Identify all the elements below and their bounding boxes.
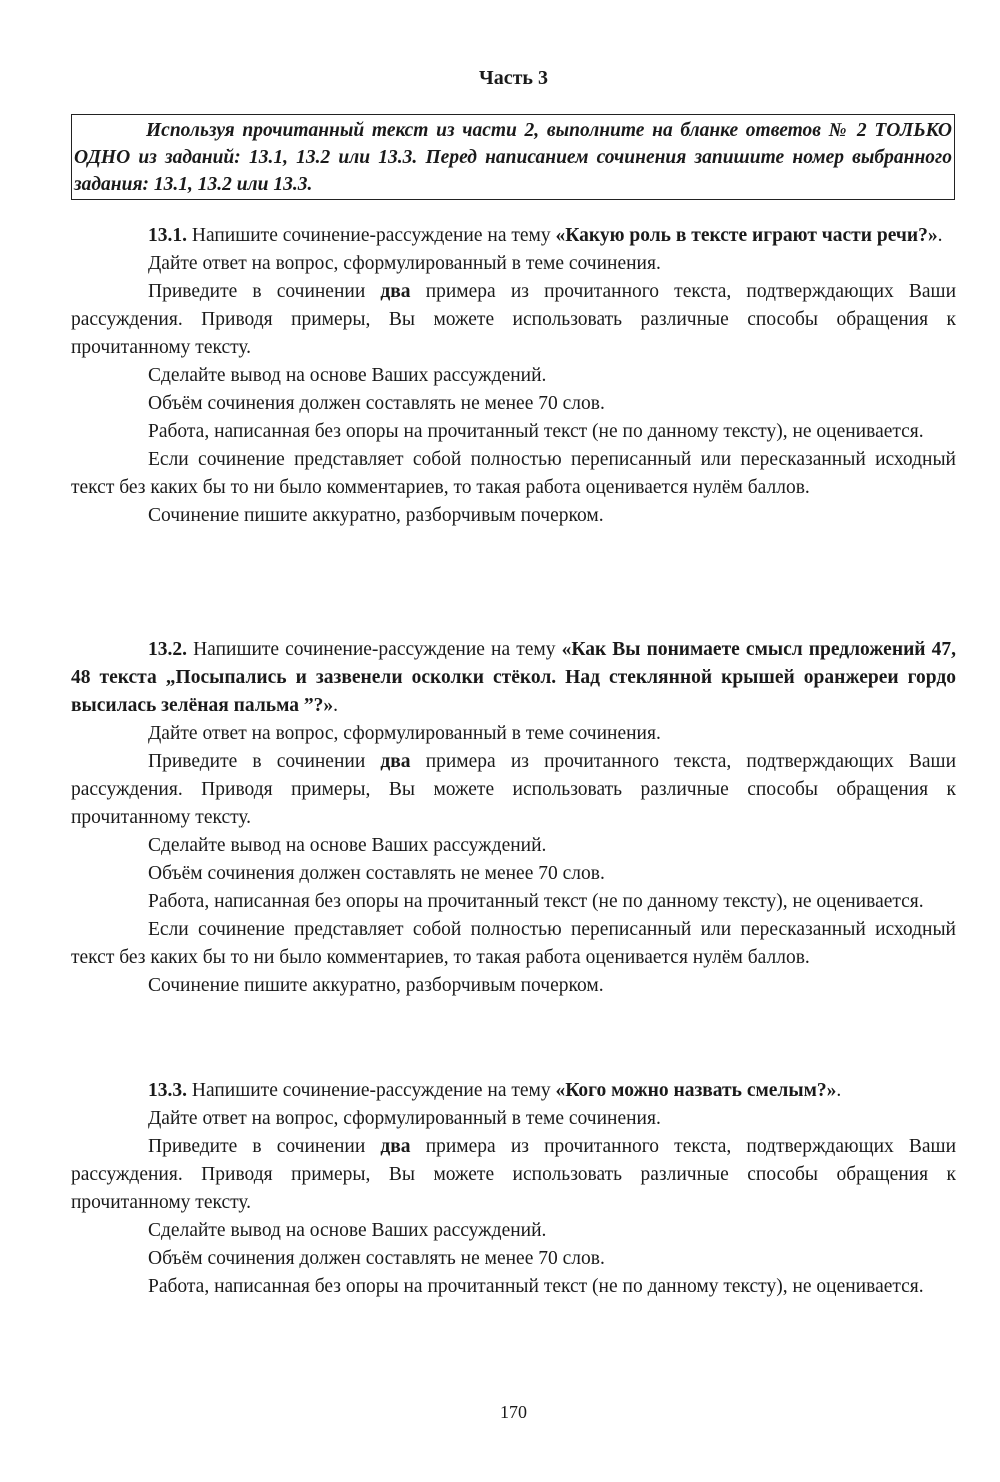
answer-line: Дайте ответ на вопрос, сформулированный в теме сочинения.: [148, 1108, 661, 1129]
answer-line: Дайте ответ на вопрос, сформулированный в теме сочинения.: [148, 253, 661, 274]
examples-line: [71, 748, 956, 832]
task-intro: Напишите сочинение-рассуждение на тему: [191, 225, 551, 246]
page-number: 170: [500, 1402, 527, 1422]
conclusion-line: Сделайте вывод на основе Ваших рассуждений.: [148, 835, 547, 856]
task-topic: «Какую роль в тексте играют части речи?»: [555, 225, 938, 246]
volume-line: Объём сочинения должен составлять не менее 70 слов.: [148, 1248, 605, 1269]
task-heading: [71, 636, 956, 720]
examples-pre: Приведите в сочинении: [148, 751, 366, 772]
no-support-line: Работа, написанная без опоры на прочитанный текст (не по данному тексту), не оценивается.: [148, 891, 924, 912]
examples-post: примера из прочитанного текста, подтверждающих Ваши рассуждения. Приводя примеры, Вы можете использовать различные способы обращения к прочитанному тексту.: [71, 751, 957, 828]
task-number: 13.2.: [148, 639, 187, 660]
task-13-3: [71, 1077, 956, 1301]
instruction-text: Используя прочитанный текст из части 2, выполните на бланке ответов № 2 ТОЛЬКО ОДНО из заданий: 13.1, 13.2 или 13.3. Перед написанием сочинения запишите номер выбранного задания: 13.1, 13.2 или 13.3.: [74, 120, 952, 195]
no-support-line: Работа, написанная без опоры на прочитанный текст (не по данному тексту), не оценивается.: [148, 421, 924, 442]
conclusion-line: Сделайте вывод на основе Ваших рассуждений.: [148, 1220, 547, 1241]
examples-line: [71, 278, 956, 362]
examples-post: примера из прочитанного текста, подтверждающих Ваши рассуждения. Приводя примеры, Вы можете использовать различные способы обращения к прочитанному тексту.: [71, 281, 957, 358]
examples-count: два: [380, 281, 411, 302]
task-number: 13.1.: [148, 225, 187, 246]
task-13-1: [71, 222, 956, 530]
task-number: 13.3.: [148, 1080, 187, 1101]
neat-line: Сочинение пишите аккуратно, разборчивым почерком.: [148, 505, 604, 526]
conclusion-line: Сделайте вывод на основе Ваших рассуждений.: [148, 365, 547, 386]
task-13-2: [71, 636, 956, 1000]
task-heading: [71, 1077, 956, 1105]
task-intro: Напишите сочинение-рассуждение на тему: [191, 1080, 551, 1101]
task-topic: «Кого можно назвать смелым?»: [555, 1080, 837, 1101]
examples-post: примера из прочитанного текста, подтверждающих Ваши рассуждения. Приводя примеры, Вы можете использовать различные способы обращения к прочитанному тексту.: [71, 1136, 957, 1213]
examples-pre: Приведите в сочинении: [148, 1136, 366, 1157]
examples-count: два: [380, 751, 411, 772]
examples-pre: Приведите в сочинении: [148, 281, 366, 302]
neat-line: Сочинение пишите аккуратно, разборчивым почерком.: [148, 975, 604, 996]
part-title: Часть 3: [479, 67, 548, 89]
answer-line: Дайте ответ на вопрос, сформулированный в теме сочинения.: [148, 723, 661, 744]
task-topic-end: .: [937, 225, 943, 246]
task-topic: «Как Вы понимаете смысл предложений 47, 48 текста „Посыпались и зазвенели осколки стёкол. Над стеклянной крышей оранжереи гордо высилась зелёная пальма ”?»: [71, 639, 957, 716]
volume-line: Объём сочинения должен составлять не менее 70 слов.: [148, 393, 605, 414]
examples-count: два: [380, 1136, 411, 1157]
rewrite-line: Если сочинение представляет собой полностью переписанный или пересказанный исходный текст без каких бы то ни было комментариев, то такая работа оценивается нулём баллов.: [71, 919, 956, 968]
examples-line: [71, 1133, 956, 1217]
task-heading: [71, 222, 956, 250]
rewrite-line: Если сочинение представляет собой полностью переписанный или пересказанный исходный текст без каких бы то ни было комментариев, то такая работа оценивается нулём баллов.: [71, 449, 956, 498]
task-topic-end: .: [333, 695, 338, 716]
volume-line: Объём сочинения должен составлять не менее 70 слов.: [148, 863, 605, 884]
task-topic-end: .: [836, 1080, 842, 1101]
instruction-box: [71, 114, 955, 200]
task-intro: Напишите сочинение-рассуждение на тему: [193, 639, 556, 660]
no-support-line: Работа, написанная без опоры на прочитанный текст (не по данному тексту), не оценивается.: [148, 1276, 924, 1297]
